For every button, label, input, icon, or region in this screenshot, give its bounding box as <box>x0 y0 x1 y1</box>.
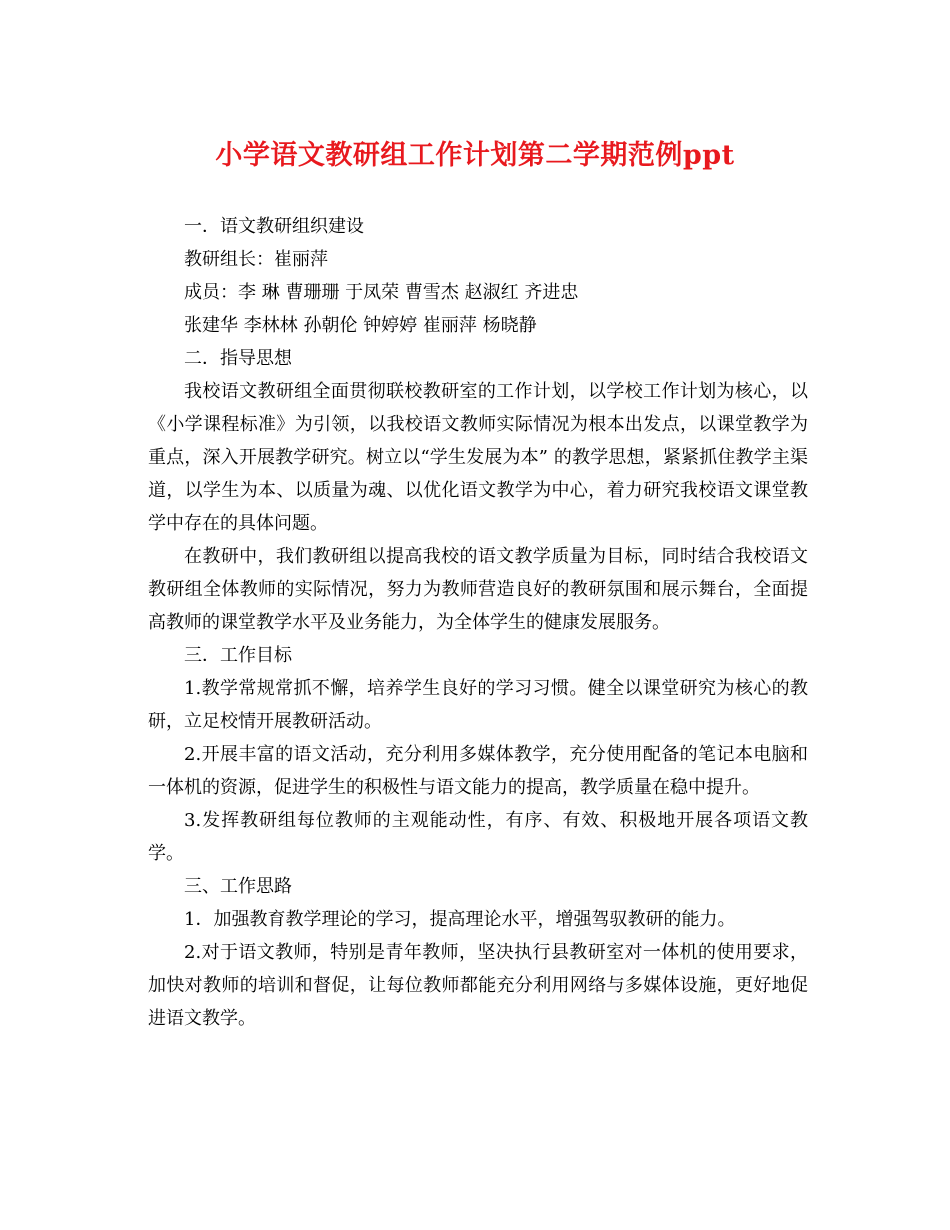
work-goal-2: 2.开展丰富的语文活动，充分利用多媒体教学，充分使用配备的笔记本电脑和一体机的资源，促进学生的积极性与语文能力的提高，教学质量在稳中提升。 <box>148 744 808 798</box>
section-heading-work-goals: 三．工作目标 <box>184 645 292 666</box>
document-body <box>148 210 808 1035</box>
section-heading-guiding-thought: 二．指导思想 <box>184 348 292 369</box>
work-goal-1: 1.教学常规常抓不懈，培养学生良好的学习习惯。健全以课堂研究为核心的教研，立足校情开展教研活动。 <box>148 678 808 732</box>
members-line-2: 张建华 李林林 孙朝伦 钟婷婷 崔丽萍 杨晓静 <box>184 315 537 336</box>
section-heading-organization: 一．语文教研组织建设 <box>184 216 364 237</box>
members-line-1: 成员：李 琳 曹珊珊 于凤荣 曹雪杰 赵淑红 齐进忠 <box>184 282 579 303</box>
document-title: 小学语文教研组工作计划第二学期范例ppt <box>215 140 735 171</box>
work-goal-3: 3.发挥教研组每位教师的主观能动性，有序、有效、积极地开展各项语文教学。 <box>148 810 808 864</box>
paragraph-guiding-thought-2: 在教研中，我们教研组以提高我校的语文教学质量为目标，同时结合我校语文教研组全体教师的实际情况，努力为教师营造良好的教研氛围和展示舞台，全面提高教师的课堂教学水平及业务能力，为全体学生的健康发展服务。 <box>148 546 808 633</box>
work-idea-1: 1．加强教育教学理论的学习，提高理论水平，增强驾驭教研的能力。 <box>184 909 736 930</box>
paragraph-guiding-thought-1: 我校语文教研组全面贯彻联校教研室的工作计划，以学校工作计划为核心，以《小学课程标准》为引领，以我校语文教师实际情况为根本出发点，以课堂教学为重点，深入开展教学研究。树立以“学生发展为本” 的教学思想，紧紧抓住教学主渠道，以学生为本、以质量为魂、以优化语文教学为中心，着力研究我校语文课堂教学中存在的具体问题。 <box>148 381 808 534</box>
work-idea-2: 2.对于语文教师，特别是青年教师，坚决执行县教研室对一体机的使用要求，加快对教师的培训和督促，让每位教师都能充分利用网络与多媒体设施，更好地促进语文教学。 <box>148 942 808 1029</box>
section-heading-work-ideas: 三、工作思路 <box>184 876 292 897</box>
group-leader-line: 教研组长：崔丽萍 <box>184 249 328 270</box>
